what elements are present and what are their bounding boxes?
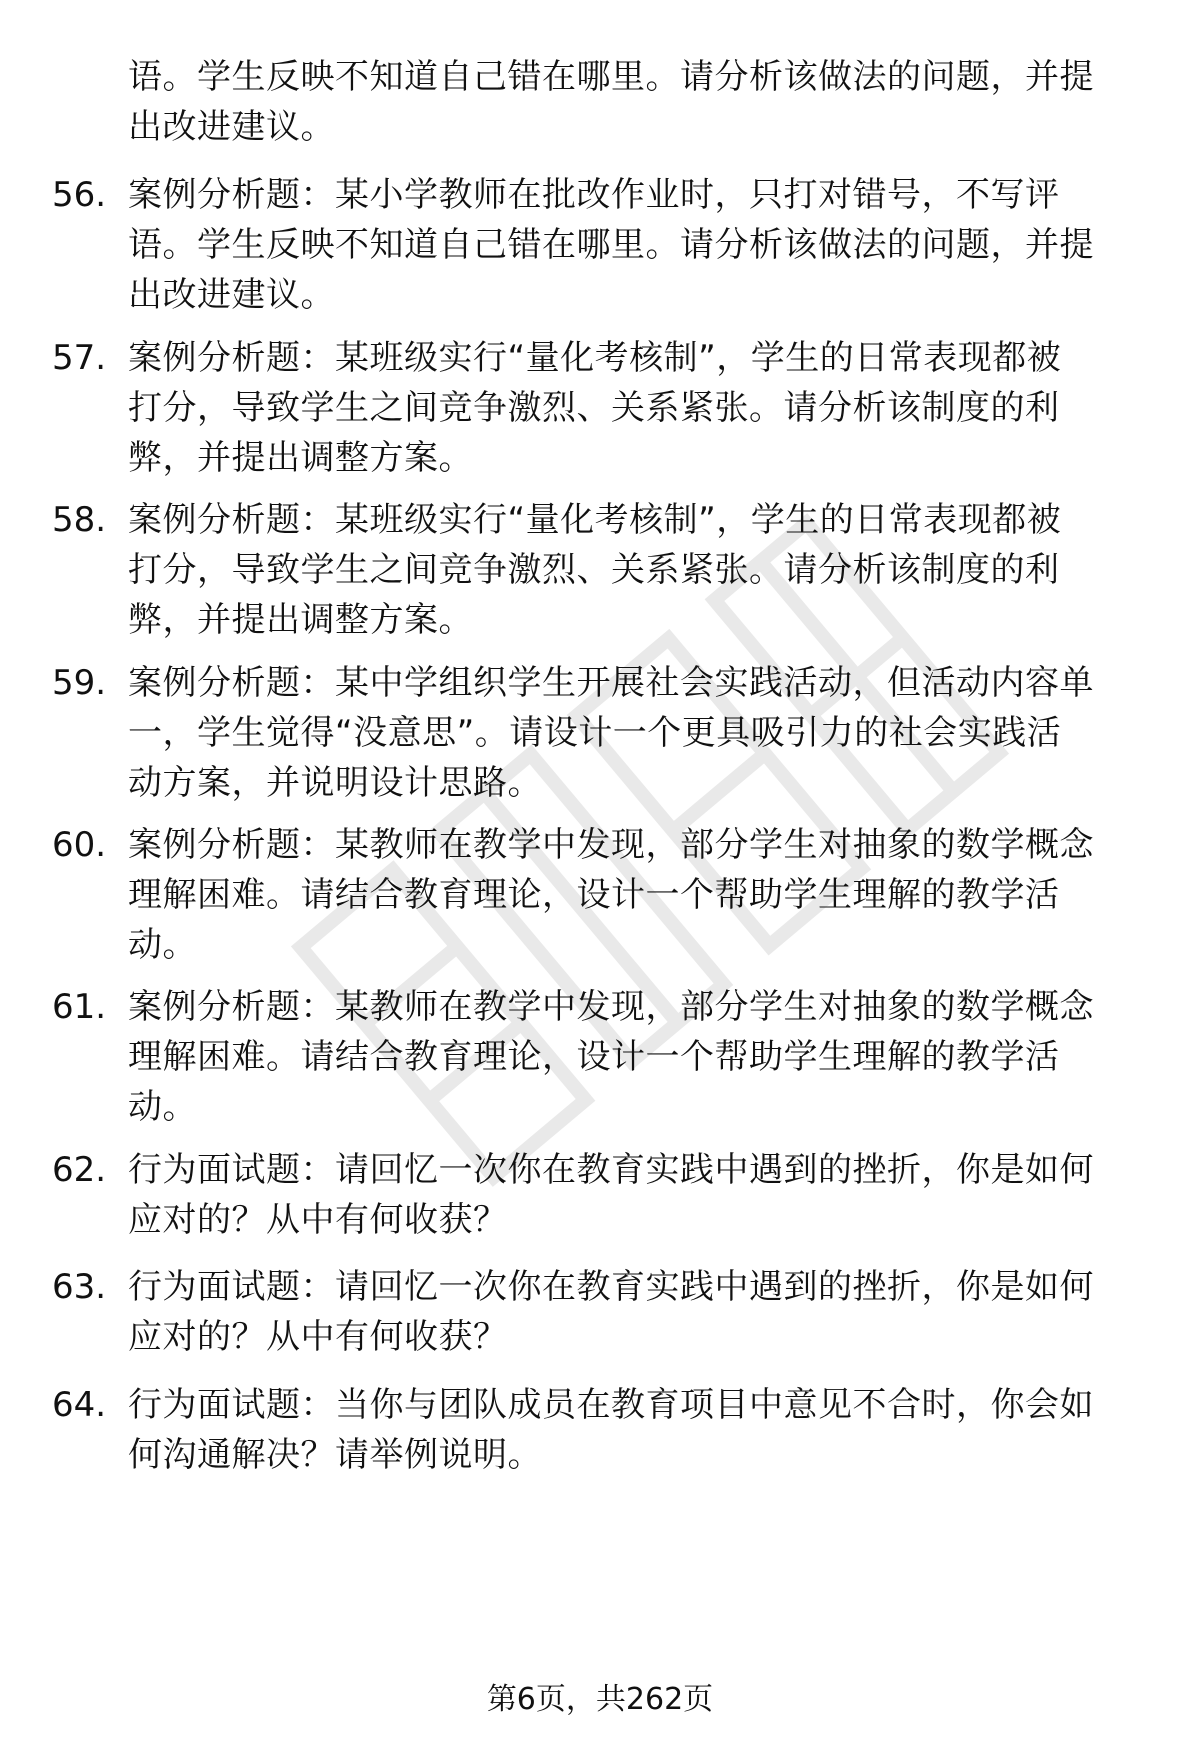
item-line: 行为面试题：当你与团队成员在教育项目中意见不合时，你会如: [128, 1385, 1094, 1425]
item-line: 案例分析题：某班级实行“量化考核制”，学生的日常表现都被: [128, 338, 1062, 378]
item-number: 58.: [52, 500, 107, 540]
item-number: 62.: [52, 1150, 107, 1190]
item-line: 理解困难。请结合教育理论，设计一个帮助学生理解的教学活: [128, 1037, 1060, 1077]
item-line: 行为面试题：请回忆一次你在教育实践中遇到的挫折，你是如何: [128, 1150, 1094, 1190]
item-text: [128, 52, 1148, 152]
item-line: 案例分析题：某小学教师在批改作业时，只打对错号，不写评: [128, 175, 1060, 215]
item-text: [128, 1262, 1148, 1362]
item-number: 61.: [52, 987, 107, 1027]
item-line: 语。学生反映不知道自己错在哪里。请分析该做法的问题，并提: [128, 57, 1094, 97]
item-line: 出改进建议。: [128, 107, 335, 147]
item-line: 应对的？从中有何收获？: [128, 1200, 508, 1240]
item-line: 弊，并提出调整方案。: [128, 600, 473, 640]
item-line: 语。学生反映不知道自己错在哪里。请分析该做法的问题，并提: [128, 225, 1094, 265]
item-line: 何沟通解决？请举例说明。: [128, 1435, 542, 1475]
item-number: 63.: [52, 1267, 107, 1307]
item-number: 60.: [52, 825, 107, 865]
item-line: 理解困难。请结合教育理论，设计一个帮助学生理解的教学活: [128, 875, 1060, 915]
item-text: [128, 820, 1148, 970]
item-text: [128, 170, 1148, 320]
item-line: 案例分析题：某教师在教学中发现，部分学生对抽象的数学概念: [128, 987, 1094, 1027]
page-number-footer: 第6页，共262页: [486, 1682, 714, 1717]
item-number: 59.: [52, 663, 107, 703]
item-line: 应对的？从中有何收获？: [128, 1317, 508, 1357]
item-text: [128, 982, 1148, 1132]
item-text: [128, 658, 1148, 808]
item-text: [128, 333, 1148, 483]
item-number: 57.: [52, 338, 107, 378]
item-line: 一，学生觉得“没意思”。请设计一个更具吸引力的社会实践活: [128, 713, 1062, 753]
item-text: [128, 1380, 1148, 1480]
item-line: 打分，导致学生之间竞争激烈、关系紧张。请分析该制度的利: [128, 550, 1060, 590]
item-line: 案例分析题：某班级实行“量化考核制”，学生的日常表现都被: [128, 500, 1062, 540]
item-line: 出改进建议。: [128, 275, 335, 315]
item-line: 案例分析题：某教师在教学中发现，部分学生对抽象的数学概念: [128, 825, 1094, 865]
item-text: [128, 495, 1148, 645]
item-line: 弊，并提出调整方案。: [128, 438, 473, 478]
item-number: 64.: [52, 1385, 107, 1425]
item-line: 动。: [128, 925, 197, 965]
item-line: 动方案，并说明设计思路。: [128, 763, 542, 803]
item-line: 行为面试题：请回忆一次你在教育实践中遇到的挫折，你是如何: [128, 1267, 1094, 1307]
item-line: 打分，导致学生之间竞争激烈、关系紧张。请分析该制度的利: [128, 388, 1060, 428]
item-number: 56.: [52, 175, 107, 215]
item-text: [128, 1145, 1148, 1245]
item-line: 动。: [128, 1087, 197, 1127]
item-line: 案例分析题：某中学组织学生开展社会实践活动，但活动内容单: [128, 663, 1094, 703]
